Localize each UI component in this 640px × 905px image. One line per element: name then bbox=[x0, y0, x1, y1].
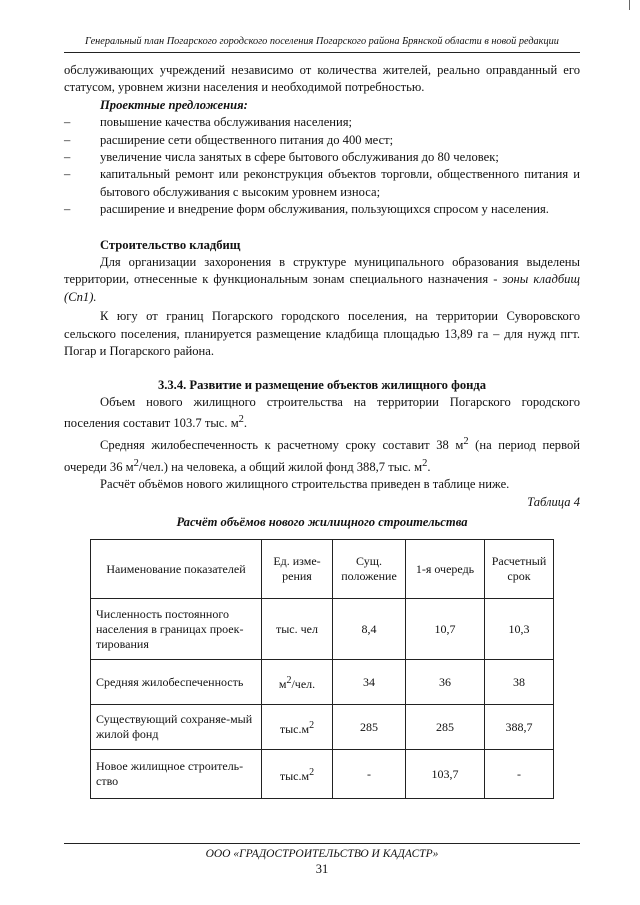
intro-paragraph: обслуживающих учреждений независимо от количества жителей, реально оправданный его статусом, уровнем жизни населения и необходимой потребностью. bbox=[64, 63, 580, 95]
scan-mark bbox=[629, 0, 630, 10]
column-header: Сущ. положение bbox=[333, 540, 406, 599]
table-title: Расчёт объёмов нового жилищного строительства bbox=[176, 514, 468, 529]
housing-text: /чел.) на человека, а общий жилой фонд 388,7 тыс. м bbox=[138, 459, 423, 474]
list-item: – капитальный ремонт или реконструкция объектов торговли, общественного питания и бытового обслуживания с высоким уровнем износа; bbox=[64, 166, 580, 201]
unit-text: м bbox=[278, 676, 287, 691]
housing-paragraph-2 bbox=[64, 433, 580, 476]
housing-paragraph-1 bbox=[64, 394, 580, 433]
row-name: Средняя жилобеспеченность bbox=[91, 660, 262, 705]
main-content bbox=[64, 62, 580, 799]
cemetery-text: Для организации захоронения в структуре муниципального образования выделены территории, отнесенные к функциональным зонам специального назначения - bbox=[64, 255, 580, 287]
column-header: Ед. изме-рения bbox=[262, 540, 333, 599]
section-heading: 3.3.4. Развитие и размещение объектов жилищного фонда bbox=[157, 377, 487, 392]
column-header: 1-я очередь bbox=[406, 540, 485, 599]
row-unit: тыс. чел bbox=[262, 599, 333, 660]
column-header: Расчетный срок bbox=[485, 540, 554, 599]
table-row bbox=[91, 660, 554, 705]
table-row bbox=[91, 599, 554, 660]
superscript: 2 bbox=[286, 674, 292, 686]
table-row bbox=[91, 705, 554, 750]
row-first-stage: 10,7 bbox=[406, 599, 485, 660]
proposals-list bbox=[64, 114, 580, 218]
list-item: – расширение сети общественного питания до 400 мест; bbox=[64, 132, 580, 149]
row-first-stage: 103,7 bbox=[406, 750, 485, 799]
superscript: 2 bbox=[309, 719, 315, 731]
cemetery-paragraph-2: К югу от границ Погарского городского поселения, на территории Суворовского сельского поселения, планируется размещение кладбища площадью 13,89 га – для нужд пгт. Погар и Погарского района. bbox=[64, 309, 580, 359]
row-final-term: - bbox=[485, 750, 554, 799]
row-existing: 34 bbox=[333, 660, 406, 705]
row-final-term: 10,3 bbox=[485, 599, 554, 660]
superscript: 2 bbox=[309, 766, 315, 778]
footer-rule bbox=[64, 843, 580, 844]
row-name: Численность постоянного населения в границах проек-тирования bbox=[91, 599, 262, 660]
row-unit bbox=[262, 660, 333, 705]
column-header: Наименование показателей bbox=[91, 540, 262, 599]
cemetery-heading: Строительство кладбищ bbox=[100, 237, 241, 252]
table-caption: Таблица 4 bbox=[527, 494, 580, 509]
list-item: – увеличение числа занятых в сфере бытового обслуживания до 80 человек; bbox=[64, 149, 580, 166]
table-row bbox=[91, 750, 554, 799]
footer-company: ООО «ГРАДОСТРОИТЕЛЬСТВО И КАДАСТР» bbox=[205, 848, 439, 860]
running-header: Генеральный план Погарского городского поселения Погарского района Брянской области в новой редакции bbox=[85, 36, 559, 47]
housing-text: Объем нового жилищного строительства на территории Погарского городского поселения составит 103.7 тыс. м bbox=[64, 394, 580, 431]
row-final-term: 388,7 bbox=[485, 705, 554, 750]
housing-text: . bbox=[427, 459, 431, 474]
housing-text: . bbox=[243, 416, 248, 431]
housing-paragraph-3: Расчёт объёмов нового жилищного строительства приведен в таблице ниже. bbox=[100, 477, 510, 492]
row-first-stage: 36 bbox=[406, 660, 485, 705]
superscript: 2 bbox=[238, 414, 244, 426]
table-header-row bbox=[91, 540, 554, 599]
unit-text: тыс.м bbox=[279, 721, 310, 736]
cemetery-paragraph-1 bbox=[64, 254, 580, 306]
housing-text: Средняя жилобеспеченность к расчетному сроку составит 38 м bbox=[100, 438, 464, 453]
row-existing: - bbox=[333, 750, 406, 799]
page-number: 31 bbox=[315, 862, 329, 876]
row-name: Новое жилищное строитель-ство bbox=[91, 750, 262, 799]
list-item: – расширение и внедрение форм обслуживания, пользующихся спросом у населения. bbox=[64, 201, 580, 218]
list-item: – повышение качества обслуживания населения; bbox=[64, 114, 580, 131]
unit-text: тыс.м bbox=[279, 768, 310, 783]
row-existing: 285 bbox=[333, 705, 406, 750]
housing-table bbox=[90, 539, 554, 799]
header-rule bbox=[64, 52, 580, 53]
row-unit bbox=[262, 705, 333, 750]
row-first-stage: 285 bbox=[406, 705, 485, 750]
superscript: 2 bbox=[133, 457, 139, 469]
row-unit bbox=[262, 750, 333, 799]
housing-text: (на период первой очереди 36 м bbox=[64, 438, 581, 474]
superscript: 2 bbox=[463, 435, 469, 447]
cemetery-zone-term: зоны кладбищ (Сп1). bbox=[64, 272, 580, 304]
row-existing: 8,4 bbox=[333, 599, 406, 660]
row-name: Существующий сохраняе-мый жилой фонд bbox=[91, 705, 262, 750]
row-final-term: 38 bbox=[485, 660, 554, 705]
proposals-heading: Проектные предложения: bbox=[100, 97, 248, 112]
unit-suffix: /чел. bbox=[291, 676, 316, 691]
superscript: 2 bbox=[422, 457, 428, 469]
